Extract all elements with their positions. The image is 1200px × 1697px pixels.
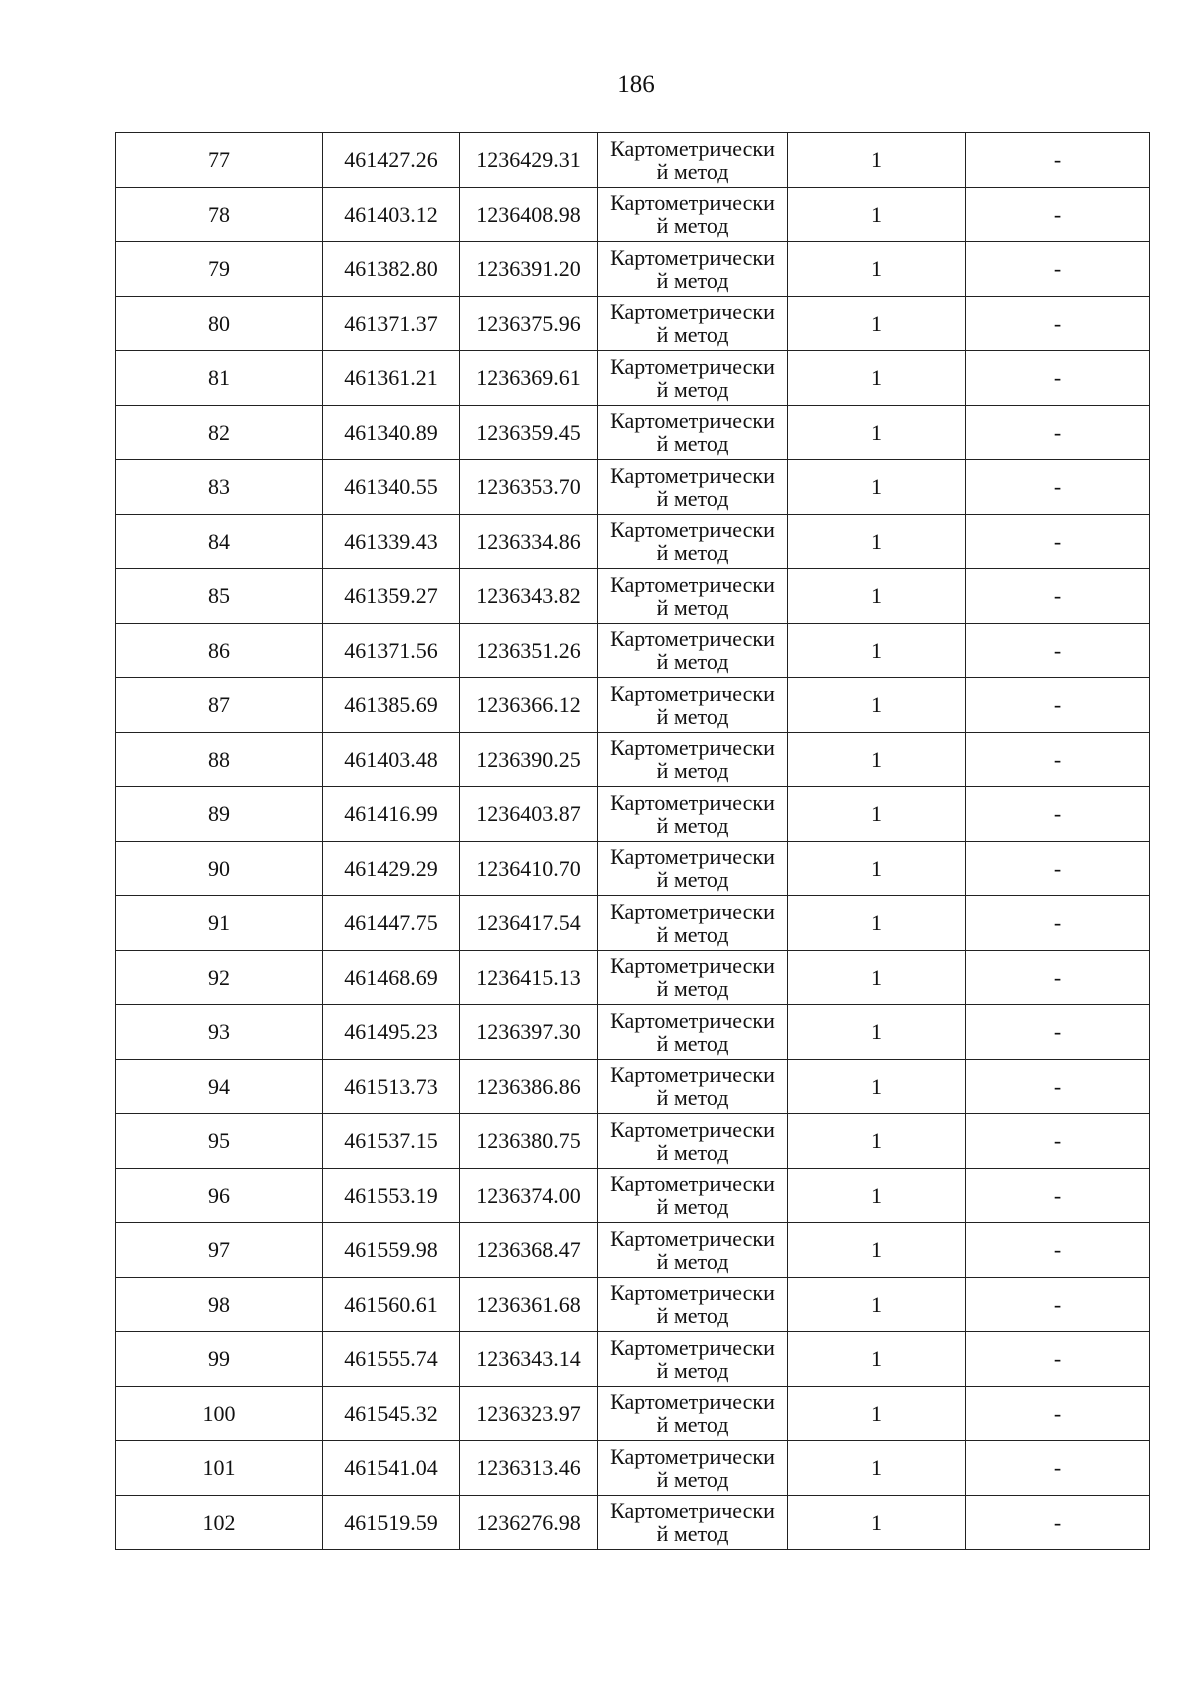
x-coordinate-cell: 461541.04 xyxy=(323,1441,460,1496)
method-text-line2: й метод xyxy=(656,1085,729,1111)
note-cell: - xyxy=(966,133,1150,188)
precision-cell: 1 xyxy=(788,133,966,188)
table-row xyxy=(116,1005,1150,1060)
method-text-line1: Картометрически xyxy=(610,735,775,761)
y-coordinate-cell: 1236334.86 xyxy=(460,514,598,569)
method-cell xyxy=(598,787,788,842)
note-cell: - xyxy=(966,1332,1150,1387)
method-cell xyxy=(598,460,788,515)
table-row xyxy=(116,787,1150,842)
method-text-line1: Картометрически xyxy=(610,1498,775,1524)
method-text-line1: Картометрически xyxy=(610,462,775,488)
x-coordinate-cell: 461371.56 xyxy=(323,623,460,678)
method-text-line1: Картометрически xyxy=(610,571,775,597)
method-text-line1: Картометрически xyxy=(610,789,775,815)
method-text-line2: й метод xyxy=(656,376,729,402)
precision-cell: 1 xyxy=(788,569,966,624)
x-coordinate-cell: 461403.12 xyxy=(323,187,460,242)
table-row xyxy=(116,296,1150,351)
table-row xyxy=(116,1223,1150,1278)
note-cell: - xyxy=(966,187,1150,242)
method-cell xyxy=(598,296,788,351)
x-coordinate-cell: 461416.99 xyxy=(323,787,460,842)
x-coordinate-cell: 461427.26 xyxy=(323,133,460,188)
point-number-cell: 98 xyxy=(116,1277,323,1332)
method-cell xyxy=(598,841,788,896)
precision-cell: 1 xyxy=(788,1114,966,1169)
point-number-cell: 94 xyxy=(116,1059,323,1114)
x-coordinate-cell: 461340.89 xyxy=(323,405,460,460)
precision-cell: 1 xyxy=(788,623,966,678)
method-text-line2: й метод xyxy=(656,812,729,838)
x-coordinate-cell: 461359.27 xyxy=(323,569,460,624)
y-coordinate-cell: 1236415.13 xyxy=(460,950,598,1005)
precision-cell: 1 xyxy=(788,841,966,896)
method-text-line1: Картометрически xyxy=(610,953,775,979)
method-cell xyxy=(598,950,788,1005)
point-number-cell: 96 xyxy=(116,1168,323,1223)
note-cell: - xyxy=(966,242,1150,297)
method-text-line1: Картометрически xyxy=(610,1171,775,1197)
method-cell xyxy=(598,569,788,624)
precision-cell: 1 xyxy=(788,1168,966,1223)
method-text-line1: Картометрически xyxy=(610,353,775,379)
point-number-cell: 83 xyxy=(116,460,323,515)
x-coordinate-cell: 461403.48 xyxy=(323,732,460,787)
point-number-cell: 82 xyxy=(116,405,323,460)
method-text-line1: Картометрически xyxy=(610,408,775,434)
precision-cell: 1 xyxy=(788,1495,966,1550)
y-coordinate-cell: 1236391.20 xyxy=(460,242,598,297)
x-coordinate-cell: 461513.73 xyxy=(323,1059,460,1114)
method-cell xyxy=(598,1005,788,1060)
x-coordinate-cell: 461559.98 xyxy=(323,1223,460,1278)
y-coordinate-cell: 1236386.86 xyxy=(460,1059,598,1114)
table-row xyxy=(116,623,1150,678)
note-cell: - xyxy=(966,678,1150,733)
y-coordinate-cell: 1236313.46 xyxy=(460,1441,598,1496)
point-number-cell: 99 xyxy=(116,1332,323,1387)
point-number-cell: 87 xyxy=(116,678,323,733)
method-text-line1: Картометрически xyxy=(610,1280,775,1306)
note-cell: - xyxy=(966,1168,1150,1223)
precision-cell: 1 xyxy=(788,1277,966,1332)
point-number-cell: 91 xyxy=(116,896,323,951)
method-cell xyxy=(598,896,788,951)
x-coordinate-cell: 461468.69 xyxy=(323,950,460,1005)
method-cell xyxy=(598,1277,788,1332)
y-coordinate-cell: 1236369.61 xyxy=(460,351,598,406)
point-number-cell: 100 xyxy=(116,1386,323,1441)
method-cell xyxy=(598,1114,788,1169)
point-number-cell: 89 xyxy=(116,787,323,842)
precision-cell: 1 xyxy=(788,1059,966,1114)
y-coordinate-cell: 1236408.98 xyxy=(460,187,598,242)
x-coordinate-cell: 461361.21 xyxy=(323,351,460,406)
x-coordinate-cell: 461447.75 xyxy=(323,896,460,951)
y-coordinate-cell: 1236397.30 xyxy=(460,1005,598,1060)
x-coordinate-cell: 461555.74 xyxy=(323,1332,460,1387)
method-cell xyxy=(598,1168,788,1223)
method-text-line2: й метод xyxy=(656,158,729,184)
table-row xyxy=(116,1168,1150,1223)
method-cell xyxy=(598,133,788,188)
method-text-line2: й метод xyxy=(656,213,729,239)
x-coordinate-cell: 461519.59 xyxy=(323,1495,460,1550)
method-cell xyxy=(598,1223,788,1278)
table-row xyxy=(116,351,1150,406)
table-row xyxy=(116,405,1150,460)
y-coordinate-cell: 1236359.45 xyxy=(460,405,598,460)
precision-cell: 1 xyxy=(788,732,966,787)
page-number: 186 xyxy=(617,71,655,98)
x-coordinate-cell: 461385.69 xyxy=(323,678,460,733)
method-text-line2: й метод xyxy=(656,1248,729,1274)
y-coordinate-cell: 1236390.25 xyxy=(460,732,598,787)
point-number-cell: 95 xyxy=(116,1114,323,1169)
point-number-cell: 97 xyxy=(116,1223,323,1278)
precision-cell: 1 xyxy=(788,1223,966,1278)
method-text-line2: й метод xyxy=(656,594,729,620)
method-text-line1: Картометрически xyxy=(610,1007,775,1033)
point-number-cell: 78 xyxy=(116,187,323,242)
point-number-cell: 86 xyxy=(116,623,323,678)
method-text-line1: Картометрически xyxy=(610,1225,775,1251)
method-cell xyxy=(598,678,788,733)
method-text-line2: й метод xyxy=(656,1357,729,1383)
note-cell: - xyxy=(966,950,1150,1005)
table-row xyxy=(116,841,1150,896)
table-row xyxy=(116,1114,1150,1169)
y-coordinate-cell: 1236361.68 xyxy=(460,1277,598,1332)
point-number-cell: 84 xyxy=(116,514,323,569)
table-row xyxy=(116,1277,1150,1332)
precision-cell: 1 xyxy=(788,187,966,242)
table-row xyxy=(116,1059,1150,1114)
point-number-cell: 92 xyxy=(116,950,323,1005)
method-text-line2: й метод xyxy=(656,431,729,457)
note-cell: - xyxy=(966,841,1150,896)
method-text-line2: й метод xyxy=(656,1139,729,1165)
method-text-line2: й метод xyxy=(656,1303,729,1329)
method-text-line1: Картометрически xyxy=(610,244,775,270)
method-text-line2: й метод xyxy=(656,921,729,947)
x-coordinate-cell: 461340.55 xyxy=(323,460,460,515)
x-coordinate-cell: 461560.61 xyxy=(323,1277,460,1332)
method-text-line2: й метод xyxy=(656,976,729,1002)
method-text-line1: Картометрически xyxy=(610,1334,775,1360)
x-coordinate-cell: 461429.29 xyxy=(323,841,460,896)
point-number-cell: 93 xyxy=(116,1005,323,1060)
y-coordinate-cell: 1236417.54 xyxy=(460,896,598,951)
method-cell xyxy=(598,351,788,406)
method-cell xyxy=(598,1059,788,1114)
note-cell: - xyxy=(966,896,1150,951)
y-coordinate-cell: 1236343.14 xyxy=(460,1332,598,1387)
point-number-cell: 80 xyxy=(116,296,323,351)
method-text-line2: й метод xyxy=(656,703,729,729)
method-text-line1: Картометрически xyxy=(610,626,775,652)
method-text-line2: й метод xyxy=(656,485,729,511)
x-coordinate-cell: 461537.15 xyxy=(323,1114,460,1169)
x-coordinate-cell: 461382.80 xyxy=(323,242,460,297)
note-cell: - xyxy=(966,1277,1150,1332)
table-row xyxy=(116,569,1150,624)
method-text-line2: й метод xyxy=(656,1466,729,1492)
x-coordinate-cell: 461553.19 xyxy=(323,1168,460,1223)
point-number-cell: 77 xyxy=(116,133,323,188)
method-text-line1: Картометрически xyxy=(610,1062,775,1088)
y-coordinate-cell: 1236375.96 xyxy=(460,296,598,351)
method-text-line1: Картометрически xyxy=(610,135,775,161)
point-number-cell: 81 xyxy=(116,351,323,406)
note-cell: - xyxy=(966,732,1150,787)
method-text-line1: Картометрически xyxy=(610,1389,775,1415)
method-text-line2: й метод xyxy=(656,758,729,784)
method-cell xyxy=(598,187,788,242)
note-cell: - xyxy=(966,351,1150,406)
point-number-cell: 102 xyxy=(116,1495,323,1550)
note-cell: - xyxy=(966,787,1150,842)
y-coordinate-cell: 1236403.87 xyxy=(460,787,598,842)
note-cell: - xyxy=(966,460,1150,515)
method-cell xyxy=(598,514,788,569)
y-coordinate-cell: 1236366.12 xyxy=(460,678,598,733)
y-coordinate-cell: 1236429.31 xyxy=(460,133,598,188)
table-row xyxy=(116,187,1150,242)
table-row xyxy=(116,732,1150,787)
note-cell: - xyxy=(966,1223,1150,1278)
precision-cell: 1 xyxy=(788,460,966,515)
precision-cell: 1 xyxy=(788,242,966,297)
point-number-cell: 90 xyxy=(116,841,323,896)
note-cell: - xyxy=(966,1059,1150,1114)
method-text-line1: Картометрически xyxy=(610,299,775,325)
table-row xyxy=(116,678,1150,733)
method-cell xyxy=(598,1441,788,1496)
method-text-line2: й метод xyxy=(656,267,729,293)
method-text-line1: Картометрически xyxy=(610,680,775,706)
precision-cell: 1 xyxy=(788,296,966,351)
precision-cell: 1 xyxy=(788,787,966,842)
note-cell: - xyxy=(966,514,1150,569)
y-coordinate-cell: 1236368.47 xyxy=(460,1223,598,1278)
precision-cell: 1 xyxy=(788,351,966,406)
table-row xyxy=(116,1332,1150,1387)
y-coordinate-cell: 1236323.97 xyxy=(460,1386,598,1441)
note-cell: - xyxy=(966,1114,1150,1169)
method-text-line2: й метод xyxy=(656,1030,729,1056)
table-row xyxy=(116,950,1150,1005)
table-row xyxy=(116,242,1150,297)
x-coordinate-cell: 461545.32 xyxy=(323,1386,460,1441)
table-row xyxy=(116,514,1150,569)
method-cell xyxy=(598,732,788,787)
table-row xyxy=(116,460,1150,515)
method-cell xyxy=(598,1386,788,1441)
precision-cell: 1 xyxy=(788,1005,966,1060)
y-coordinate-cell: 1236380.75 xyxy=(460,1114,598,1169)
point-number-cell: 88 xyxy=(116,732,323,787)
method-text-line2: й метод xyxy=(656,649,729,675)
note-cell: - xyxy=(966,296,1150,351)
y-coordinate-cell: 1236353.70 xyxy=(460,460,598,515)
point-number-cell: 85 xyxy=(116,569,323,624)
precision-cell: 1 xyxy=(788,1332,966,1387)
precision-cell: 1 xyxy=(788,1386,966,1441)
method-cell xyxy=(598,405,788,460)
x-coordinate-cell: 461371.37 xyxy=(323,296,460,351)
note-cell: - xyxy=(966,1441,1150,1496)
precision-cell: 1 xyxy=(788,514,966,569)
method-text-line2: й метод xyxy=(656,1521,729,1547)
precision-cell: 1 xyxy=(788,950,966,1005)
note-cell: - xyxy=(966,1495,1150,1550)
method-text-line1: Картометрически xyxy=(610,898,775,924)
method-text-line2: й метод xyxy=(656,1194,729,1220)
method-cell xyxy=(598,623,788,678)
method-text-line1: Картометрически xyxy=(610,517,775,543)
note-cell: - xyxy=(966,405,1150,460)
y-coordinate-cell: 1236343.82 xyxy=(460,569,598,624)
method-text-line1: Картометрически xyxy=(610,1116,775,1142)
coordinates-table xyxy=(115,132,1150,1550)
table-row xyxy=(116,1441,1150,1496)
table-row xyxy=(116,896,1150,951)
y-coordinate-cell: 1236410.70 xyxy=(460,841,598,896)
method-text-line2: й метод xyxy=(656,1412,729,1438)
precision-cell: 1 xyxy=(788,405,966,460)
method-text-line2: й метод xyxy=(656,322,729,348)
precision-cell: 1 xyxy=(788,896,966,951)
point-number-cell: 101 xyxy=(116,1441,323,1496)
table-row xyxy=(116,133,1150,188)
method-cell xyxy=(598,1495,788,1550)
method-cell xyxy=(598,1332,788,1387)
table-row xyxy=(116,1386,1150,1441)
note-cell: - xyxy=(966,1005,1150,1060)
precision-cell: 1 xyxy=(788,678,966,733)
method-text-line1: Картометрически xyxy=(610,844,775,870)
point-number-cell: 79 xyxy=(116,242,323,297)
table-row xyxy=(116,1495,1150,1550)
method-text-line1: Картометрически xyxy=(610,1443,775,1469)
precision-cell: 1 xyxy=(788,1441,966,1496)
table-body xyxy=(116,133,1150,1550)
y-coordinate-cell: 1236374.00 xyxy=(460,1168,598,1223)
note-cell: - xyxy=(966,1386,1150,1441)
method-cell xyxy=(598,242,788,297)
note-cell: - xyxy=(966,623,1150,678)
method-text-line2: й метод xyxy=(656,867,729,893)
method-text-line1: Картометрически xyxy=(610,190,775,216)
y-coordinate-cell: 1236351.26 xyxy=(460,623,598,678)
x-coordinate-cell: 461339.43 xyxy=(323,514,460,569)
x-coordinate-cell: 461495.23 xyxy=(323,1005,460,1060)
note-cell: - xyxy=(966,569,1150,624)
y-coordinate-cell: 1236276.98 xyxy=(460,1495,598,1550)
method-text-line2: й метод xyxy=(656,540,729,566)
